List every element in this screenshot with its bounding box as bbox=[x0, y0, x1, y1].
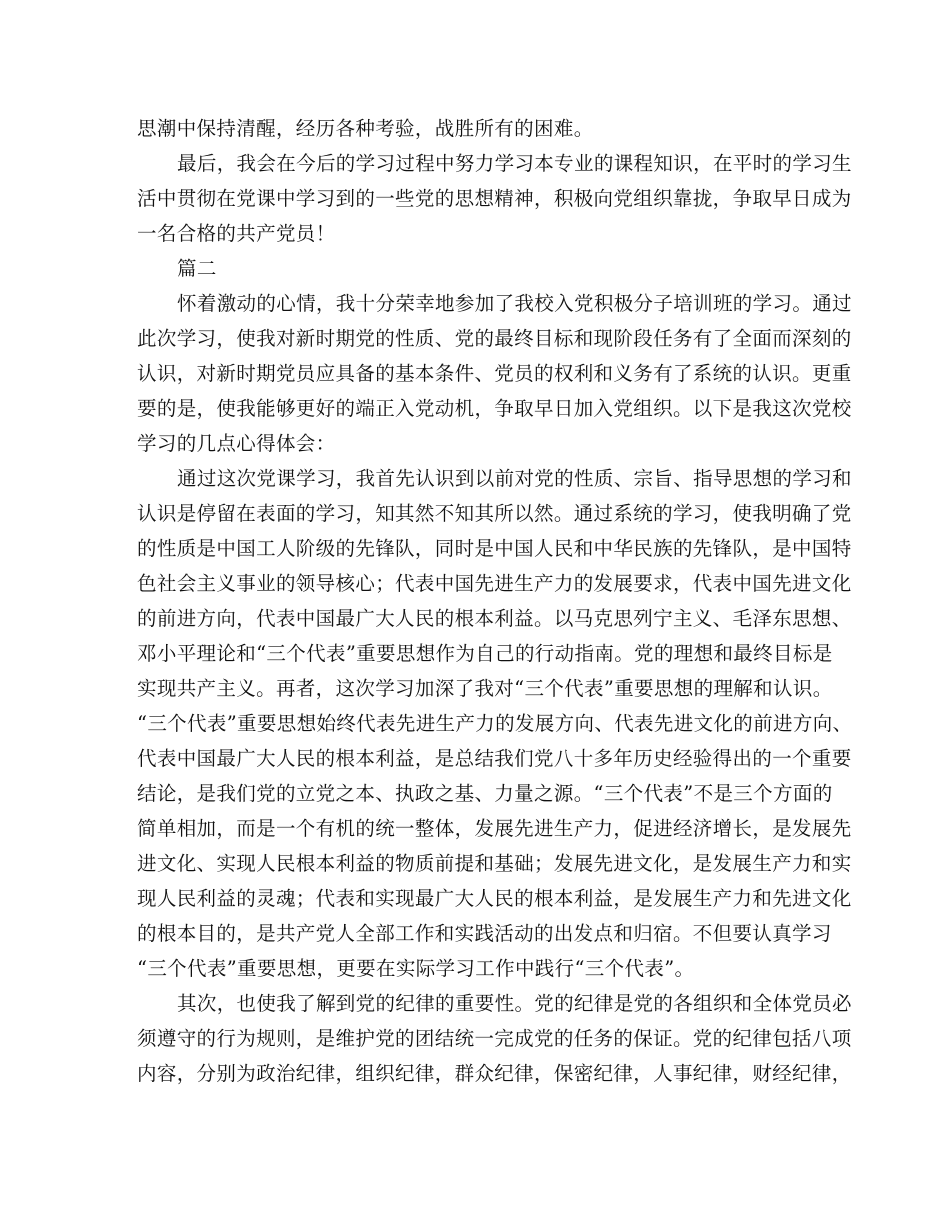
text-line: 的前进方向，代表中国最广大人民的根本利益。以马克思列宁主义、毛泽东思想、 bbox=[137, 607, 852, 630]
text-line: 其次，也使我了解到党的纪律的重要性。党的纪律是党的各组织和全体党员必 bbox=[177, 992, 852, 1015]
text-line: 的根本目的，是共产党人全部工作和实践活动的出发点和归宿。不但要认真学习 bbox=[137, 922, 832, 945]
text-line: 代表中国最广大人民的根本利益，是总结我们党八十多年历史经验得出的一个重要 bbox=[137, 747, 852, 770]
text-line: 要的是，使我能够更好的端正入党动机，争取早日加入党组织。以下是我这次党校 bbox=[137, 397, 852, 420]
text-line: 邓小平理论和“三个代表”重要思想作为自己的行动指南。党的理想和最终目标是 bbox=[137, 642, 833, 665]
text-line: “三个代表”重要思想始终代表先进生产力的发展方向、代表先进文化的前进方向、 bbox=[137, 712, 853, 735]
text-line: 认识是停留在表面的学习，知其然不知其所以然。通过系统的学习，使我明确了党 bbox=[137, 502, 852, 525]
text-line: 须遵守的行为规则，是维护党的团结统一完成党的任务的保证。党的纪律包括八项 bbox=[137, 1027, 852, 1050]
section-heading: 篇二 bbox=[177, 257, 217, 280]
text-line: 最后，我会在今后的学习过程中努力学习本专业的课程知识，在平时的学习生 bbox=[177, 152, 852, 175]
text-line: 活中贯彻在党课中学习到的一些党的思想精神，积极向党组织靠拢，争取早日成为 bbox=[137, 187, 852, 210]
text-line: “三个代表”重要思想，更要在实际学习工作中践行“三个代表”。 bbox=[137, 957, 695, 980]
text-line: 简单相加，而是一个有机的统一整体，发展先进生产力，促进经济增长，是发展先 bbox=[137, 817, 852, 840]
text-line: 色社会主义事业的领导核心；代表中国先进生产力的发展要求，代表中国先进文化 bbox=[137, 572, 852, 595]
text-line: 思潮中保持清醒，经历各种考验，战胜所有的困难。 bbox=[137, 117, 594, 140]
text-line: 内容，分别为政治纪律，组织纪律，群众纪律，保密纪律，人事纪律，财经纪律， bbox=[137, 1062, 852, 1085]
text-line: 结论，是我们党的立党之本、执政之基、力量之源。“三个代表”不是三个方面的 bbox=[137, 782, 833, 805]
text-line: 一名合格的共产党员！ bbox=[137, 222, 336, 245]
text-line: 进文化、实现人民根本利益的物质前提和基础；发展先进文化，是发展生产力和实 bbox=[137, 852, 852, 875]
text-line: 通过这次党课学习，我首先认识到以前对党的性质、宗旨、指导思想的学习和 bbox=[177, 467, 852, 490]
text-line: 此次学习，使我对新时期党的性质、党的最终目标和现阶段任务有了全面而深刻的 bbox=[137, 327, 852, 350]
text-line: 现人民利益的灵魂；代表和实现最广大人民的根本利益，是发展生产力和先进文化 bbox=[137, 887, 852, 910]
text-line: 认识，对新时期党员应具备的基本条件、党员的权利和义务有了系统的认识。更重 bbox=[137, 362, 852, 385]
text-line: 的性质是中国工人阶级的先锋队，同时是中国人民和中华民族的先锋队，是中国特 bbox=[137, 537, 852, 560]
text-line: 实现共产主义。再者，这次学习加深了我对“三个代表”重要思想的理解和认识。 bbox=[137, 677, 833, 700]
text-line: 学习的几点心得体会： bbox=[137, 432, 336, 455]
text-line: 怀着激动的心情，我十分荣幸地参加了我校入党积极分子培训班的学习。通过 bbox=[177, 292, 852, 315]
